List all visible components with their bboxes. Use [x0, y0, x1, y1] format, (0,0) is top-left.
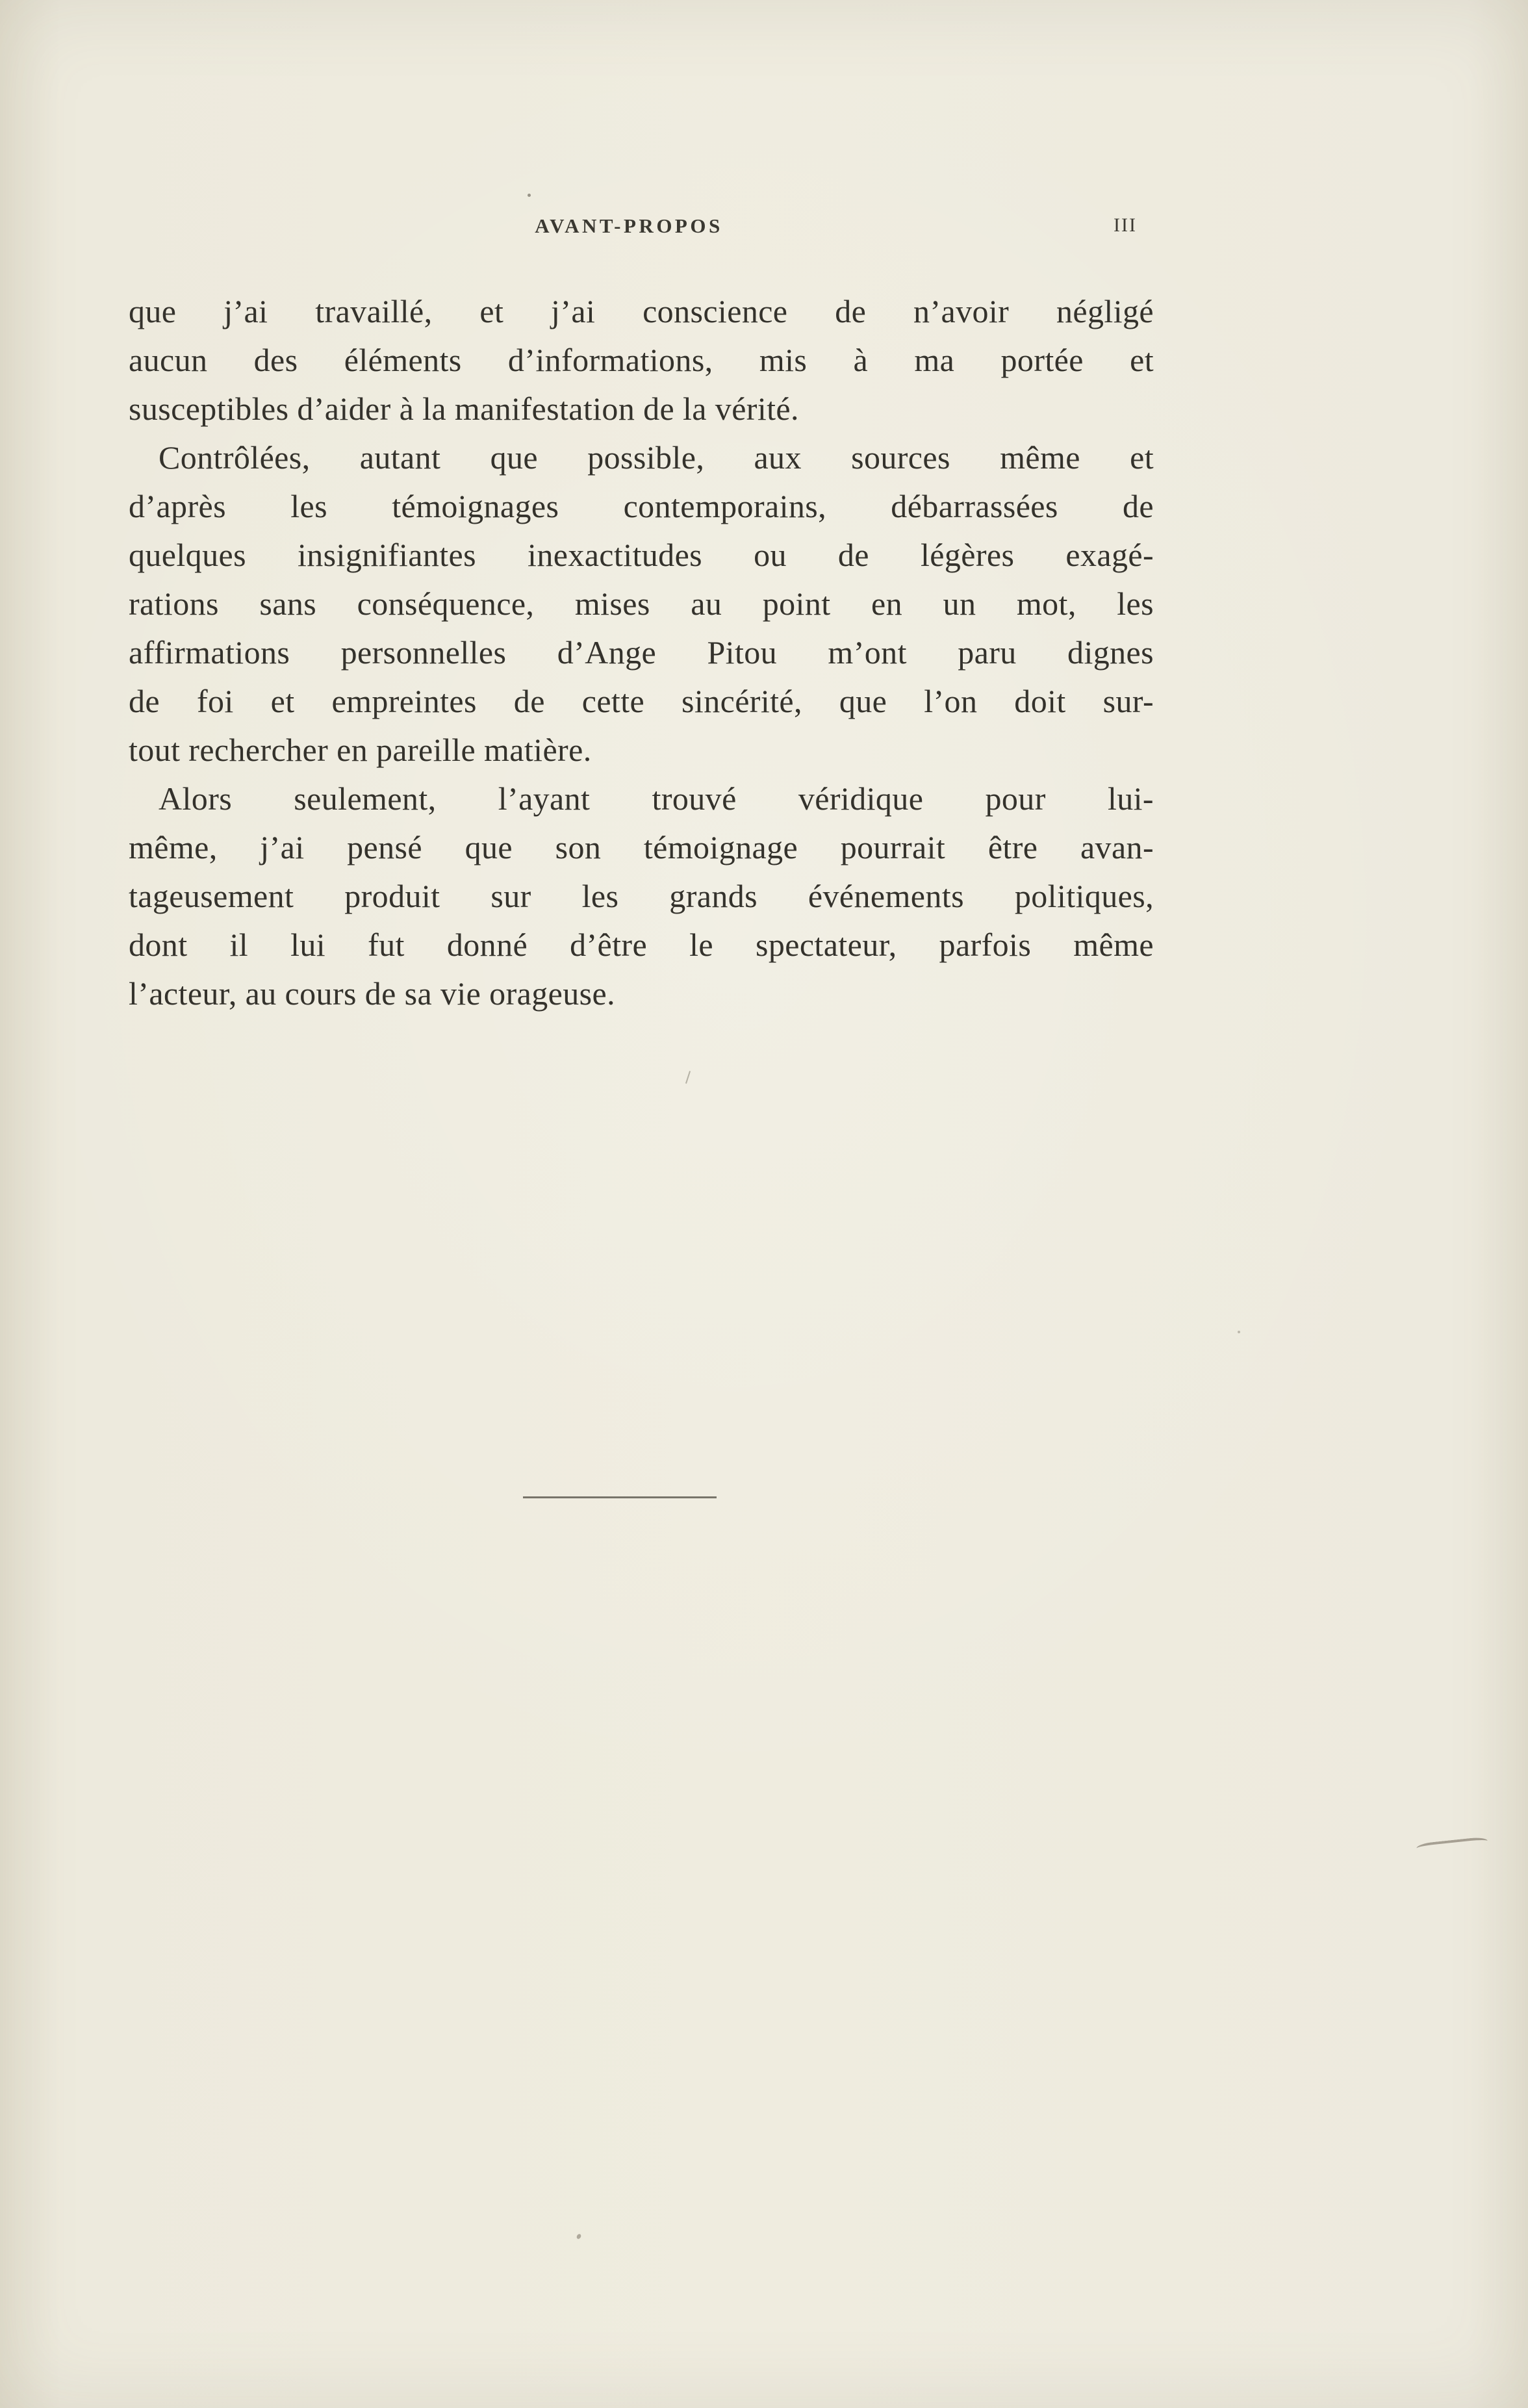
page-body	[129, 287, 1154, 1018]
text-line: tageusement produit sur les grands événements politiques,	[129, 878, 1154, 914]
text-line: rations sans conséquence, mises au point en un mot, les	[129, 585, 1154, 622]
text-line: d’après les témoignages contemporains, débarrassées de	[129, 488, 1154, 524]
scan-mark-icon	[685, 1071, 691, 1084]
paragraph	[129, 775, 1154, 1018]
scan-speck-icon	[1238, 1331, 1240, 1333]
paragraph	[129, 433, 1154, 775]
text-line: susceptibles d’aider à la manifestation de la vérité.	[129, 391, 799, 427]
text-line: dont il lui fut donné d’être le spectateur, parfois même	[129, 927, 1154, 963]
running-title: AVANT-PROPOS	[535, 214, 723, 237]
text-line: affirmations personnelles d’Ange Pitou m’ont paru dignes	[129, 634, 1154, 671]
text-line: Contrôlées, autant que possible, aux sources même et	[159, 439, 1154, 476]
text-line: que j’ai travaillé, et j’ai conscience de n’avoir négligé	[129, 293, 1154, 329]
text-line: même, j’ai pensé que son témoignage pourrait être avan-	[129, 829, 1154, 865]
section-divider	[523, 1496, 717, 1498]
scan-speck-icon	[528, 194, 531, 197]
page-number: III	[1114, 214, 1137, 236]
scan-scratch-icon	[1416, 1836, 1488, 1852]
text-line: quelques insignifiantes inexactitudes ou de légères exagé-	[129, 537, 1154, 573]
paragraph	[129, 287, 1154, 433]
text-line: aucun des éléments d’informations, mis à ma portée et	[129, 342, 1154, 378]
text-line: tout rechercher en pareille matière.	[129, 732, 592, 768]
text-line: de foi et empreintes de cette sincérité, que l’on doit sur-	[129, 683, 1154, 719]
scan-speck-icon	[576, 2233, 581, 2240]
page-header	[129, 214, 1154, 243]
text-line: Alors seulement, l’ayant trouvé véridique pour lui-	[159, 780, 1154, 817]
text-line: l’acteur, au cours de sa vie orageuse.	[129, 975, 615, 1012]
